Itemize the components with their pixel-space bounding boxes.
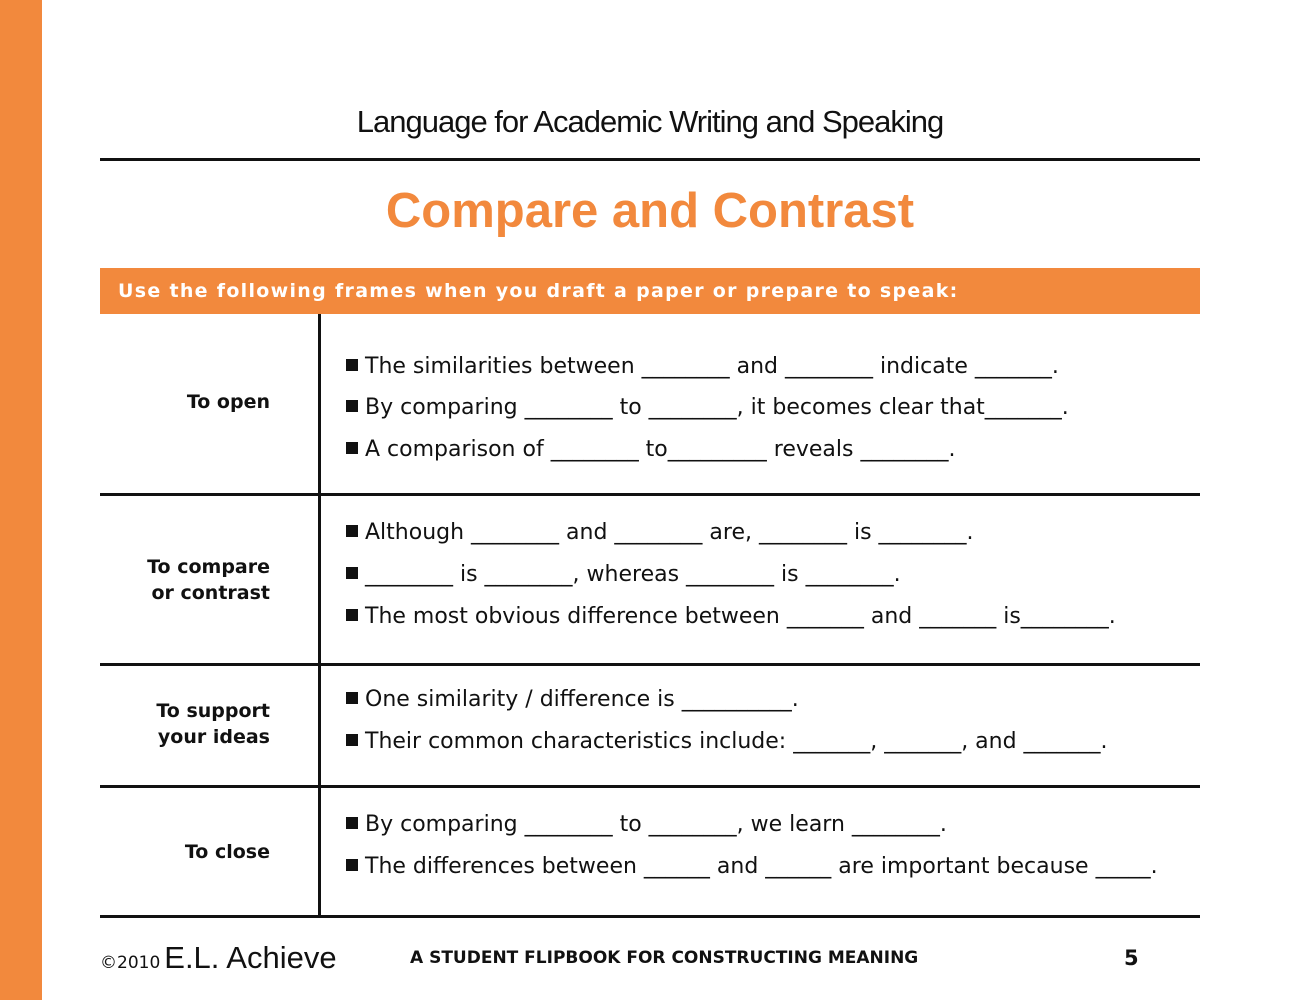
header-rule [100,158,1200,161]
frame-item [346,810,947,840]
section-label-line: To open [186,391,270,413]
square-bullet-icon [346,442,358,454]
frame-item [346,393,1069,423]
section-divider [100,785,1200,788]
frame-text: The similarities between ________ and ________ indicate _______. [365,354,1059,379]
square-bullet-icon [346,359,358,371]
table-bottom-rule [100,915,1200,918]
square-bullet-icon [346,859,358,871]
frame-text: By comparing ________ to ________, we learn ________. [365,812,947,837]
frame-text: Their common characteristics include: _______, _______, and _______. [365,729,1108,754]
square-bullet-icon [346,692,358,704]
square-bullet-icon [346,734,358,746]
section-label-to-support-your-ideas [100,698,270,750]
page-title: Compare and Contrast [385,184,915,238]
frame-item [346,560,901,590]
square-bullet-icon [346,525,358,537]
section-label-to-compare-or-contrast [100,554,270,606]
section-label-line: To compare [147,556,270,578]
column-divider [318,314,321,918]
frame-text: A comparison of ________ to_________ reveals ________. [365,437,956,462]
frame-item [346,852,1158,882]
page-number: 5 [1124,946,1139,970]
frame-text: The most obvious difference between _______ and _______ is________. [365,604,1116,629]
frame-item [346,727,1108,757]
section-label-line: or contrast [151,582,270,604]
copyright-text: ©2010 [100,953,161,973]
frame-item [346,435,955,465]
frame-item [346,602,1116,632]
section-label-line: your ideas [157,726,270,748]
frame-text: ________ is ________, whereas ________ is ________. [365,562,901,587]
frame-text: The differences between ______ and ______ are important because _____. [365,854,1158,879]
frame-item [346,352,1059,382]
section-label-to-open [100,389,270,415]
square-bullet-icon [346,817,358,829]
section-divider [100,493,1200,496]
square-bullet-icon [346,400,358,412]
section-label-line: To support [156,700,270,722]
footer-flipbook-title: A STUDENT FLIPBOOK FOR CONSTRUCTING MEANING [410,948,919,968]
frame-item [346,685,799,715]
section-label-to-close [100,839,270,865]
section-label-line: To close [184,841,270,863]
header-title: Language for Academic Writing and Speaking [356,104,944,139]
instructions-banner: Use the following frames when you draft a paper or prepare to speak: [100,268,1200,314]
accent-side-stripe [0,0,42,1000]
frame-text: One similarity / difference is __________. [365,687,799,712]
footer-copyright [100,940,337,976]
frame-item [346,518,974,548]
frame-text: Although ________ and ________ are, ________ is ________. [365,520,974,545]
section-divider [100,663,1200,666]
frame-text: By comparing ________ to ________, it becomes clear that_______. [365,395,1069,420]
square-bullet-icon [346,567,358,579]
square-bullet-icon [346,609,358,621]
brand-logo: E.L. Achieve [164,940,337,975]
